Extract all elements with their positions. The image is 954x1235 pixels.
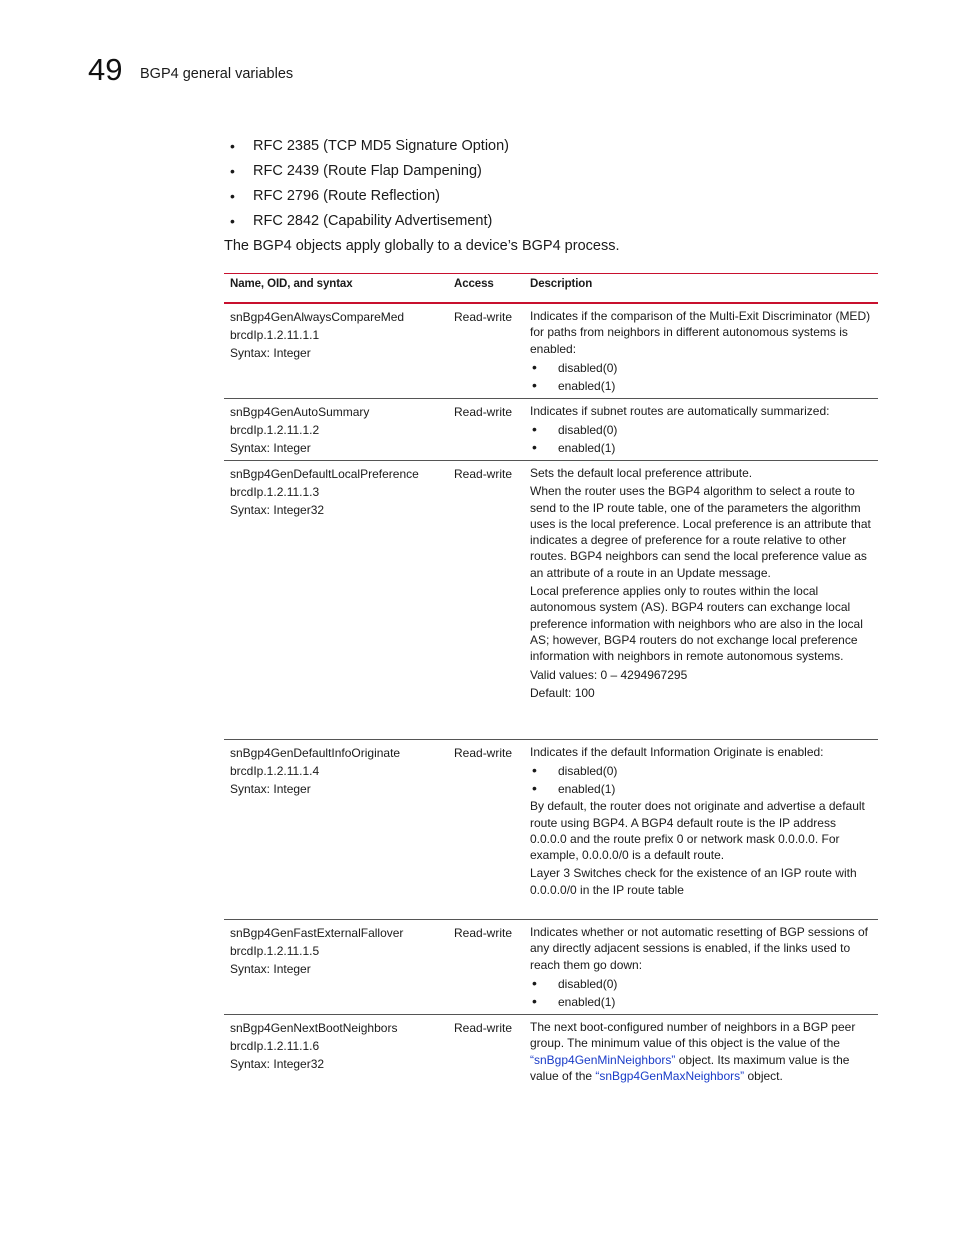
description-cell: The next boot-configured number of neighbors in a BGP peer group. The minimum value of this object is the value of the “snBgp4GenMinNeighbors” object. Its maximum value is the value of the “snBgp4GenMaxNeighbors” object.: [530, 1020, 856, 1083]
list-item: • enabled(1): [532, 992, 616, 1009]
header-name: Name, OID, and syntax: [230, 278, 353, 290]
name-cell: snBgp4GenNextBootNeighbors brcdIp.1.2.11.1.6 Syntax: Integer32: [230, 1021, 398, 1071]
name-cell: snBgp4GenDefaultLocalPreference brcdIp.1.2.11.1.3 Syntax: Integer32: [230, 467, 419, 517]
description-cell: Sets the default local preference attribute. When the router uses the BGP4 algorithm to select a route to send to the IP route table, one of the parameters the algorithm uses is the local preference. Local preference is an attribute that indicates a degree of preference for a route relative to other routes. BGP4 neighbors can send the local preference value as an attribute of a route in an Update message. Local preference applies only to routes within the local autonomous system (AS). BGP4 routers can exchange local preference information with neighbors who are also in the local AS; however, BGP4 routers do not exchange local preference information with neighbors in remote autonomous systems. Valid values: 0 – 4294967295 Default: 100: [530, 466, 871, 700]
intro-paragraph: The BGP4 objects apply globally to a device’s BGP4 process.: [224, 238, 620, 254]
table-row: [224, 920, 878, 1015]
bullet-icon: •: [532, 992, 537, 1009]
list-item: • RFC 2842 (Capability Advertisement): [228, 209, 509, 234]
bullet-icon: •: [230, 188, 235, 204]
list-item: • disabled(0): [532, 974, 618, 991]
chapter-number: 49: [88, 52, 123, 87]
description-cell: Indicates whether or not automatic resetting of BGP sessions of any directly adjacent sessions is enabled, if the links used to reach them go down: • disabled(0) • enabled(1): [530, 924, 874, 1011]
bullet-icon: •: [532, 376, 537, 393]
access-cell: Read-write: [454, 467, 513, 481]
description-cell: Indicates if subnet routes are automatically summarized: • disabled(0) • enabled(1): [530, 403, 874, 457]
access-cell: Read-write: [454, 310, 513, 324]
access-cell: Read-write: [454, 926, 513, 940]
chapter-title: BGP4 general variables: [140, 66, 294, 82]
bullet-icon: •: [532, 421, 537, 438]
name-cell: snBgp4GenAlwaysCompareMed brcdIp.1.2.11.1.1 Syntax: Integer: [230, 310, 405, 360]
bullet-icon: •: [230, 163, 235, 179]
description-cell: Indicates if the comparison of the Multi-Exit Discriminator (MED) for paths from neighbors in different autonomous systems is enabled: • disabled(0) • enabled(1): [530, 308, 874, 395]
table-header: [224, 273, 878, 304]
bullet-icon: •: [532, 974, 537, 991]
list-item: • enabled(1): [532, 376, 616, 393]
bullet-icon: •: [230, 138, 235, 154]
list-item: • RFC 2796 (Route Reflection): [228, 184, 509, 209]
access-cell: Read-write: [454, 405, 513, 419]
list-item: • disabled(0): [532, 421, 618, 438]
access-cell: Read-write: [454, 1021, 513, 1035]
bullet-icon: •: [532, 780, 537, 797]
list-item: • RFC 2439 (Route Flap Dampening): [228, 159, 509, 184]
header-description: Description: [530, 278, 593, 290]
rfc-list: [228, 134, 509, 234]
bullet-icon: •: [532, 358, 537, 375]
bullet-icon: •: [532, 762, 537, 779]
list-item: • enabled(1): [532, 780, 616, 797]
objects-table: [224, 273, 878, 1095]
min-neighbors-link[interactable]: “snBgp4GenMinNeighbors”: [530, 1052, 676, 1067]
list-item: • enabled(1): [532, 439, 616, 456]
table-row: [224, 304, 878, 399]
list-item: • RFC 2385 (TCP MD5 Signature Option): [228, 134, 509, 159]
name-cell: snBgp4GenFastExternalFallover brcdIp.1.2.11.1.5 Syntax: Integer: [230, 926, 404, 976]
name-cell: snBgp4GenDefaultInfoOriginate brcdIp.1.2.11.1.4 Syntax: Integer: [230, 746, 401, 796]
max-neighbors-link[interactable]: “snBgp4GenMaxNeighbors”: [595, 1068, 745, 1083]
list-item: • disabled(0): [532, 358, 618, 375]
bullet-icon: •: [230, 213, 235, 229]
table-row: [224, 461, 878, 740]
table-row: [224, 399, 878, 461]
table-row: [224, 740, 878, 920]
name-cell: snBgp4GenAutoSummary brcdIp.1.2.11.1.2 Syntax: Integer: [230, 405, 370, 455]
bullet-icon: •: [532, 439, 537, 456]
description-cell: Indicates if the default Information Originate is enabled: • disabled(0) • enabled(1) By default, the router does not originate and advertise a default route using BGP4. A BGP4 default route is the IP address 0.0.0.0 and the route prefix 0 or network mask 0.0.0.0. For example, 0.0.0.0/0 is a default route. Layer 3 Switches check for the existence of an IGP route with 0.0.0.0/0 in the IP route table: [530, 744, 874, 900]
access-cell: Read-write: [454, 746, 513, 760]
header-access: Access: [454, 278, 494, 290]
table-row: [224, 1015, 878, 1095]
list-item: • disabled(0): [532, 762, 618, 779]
